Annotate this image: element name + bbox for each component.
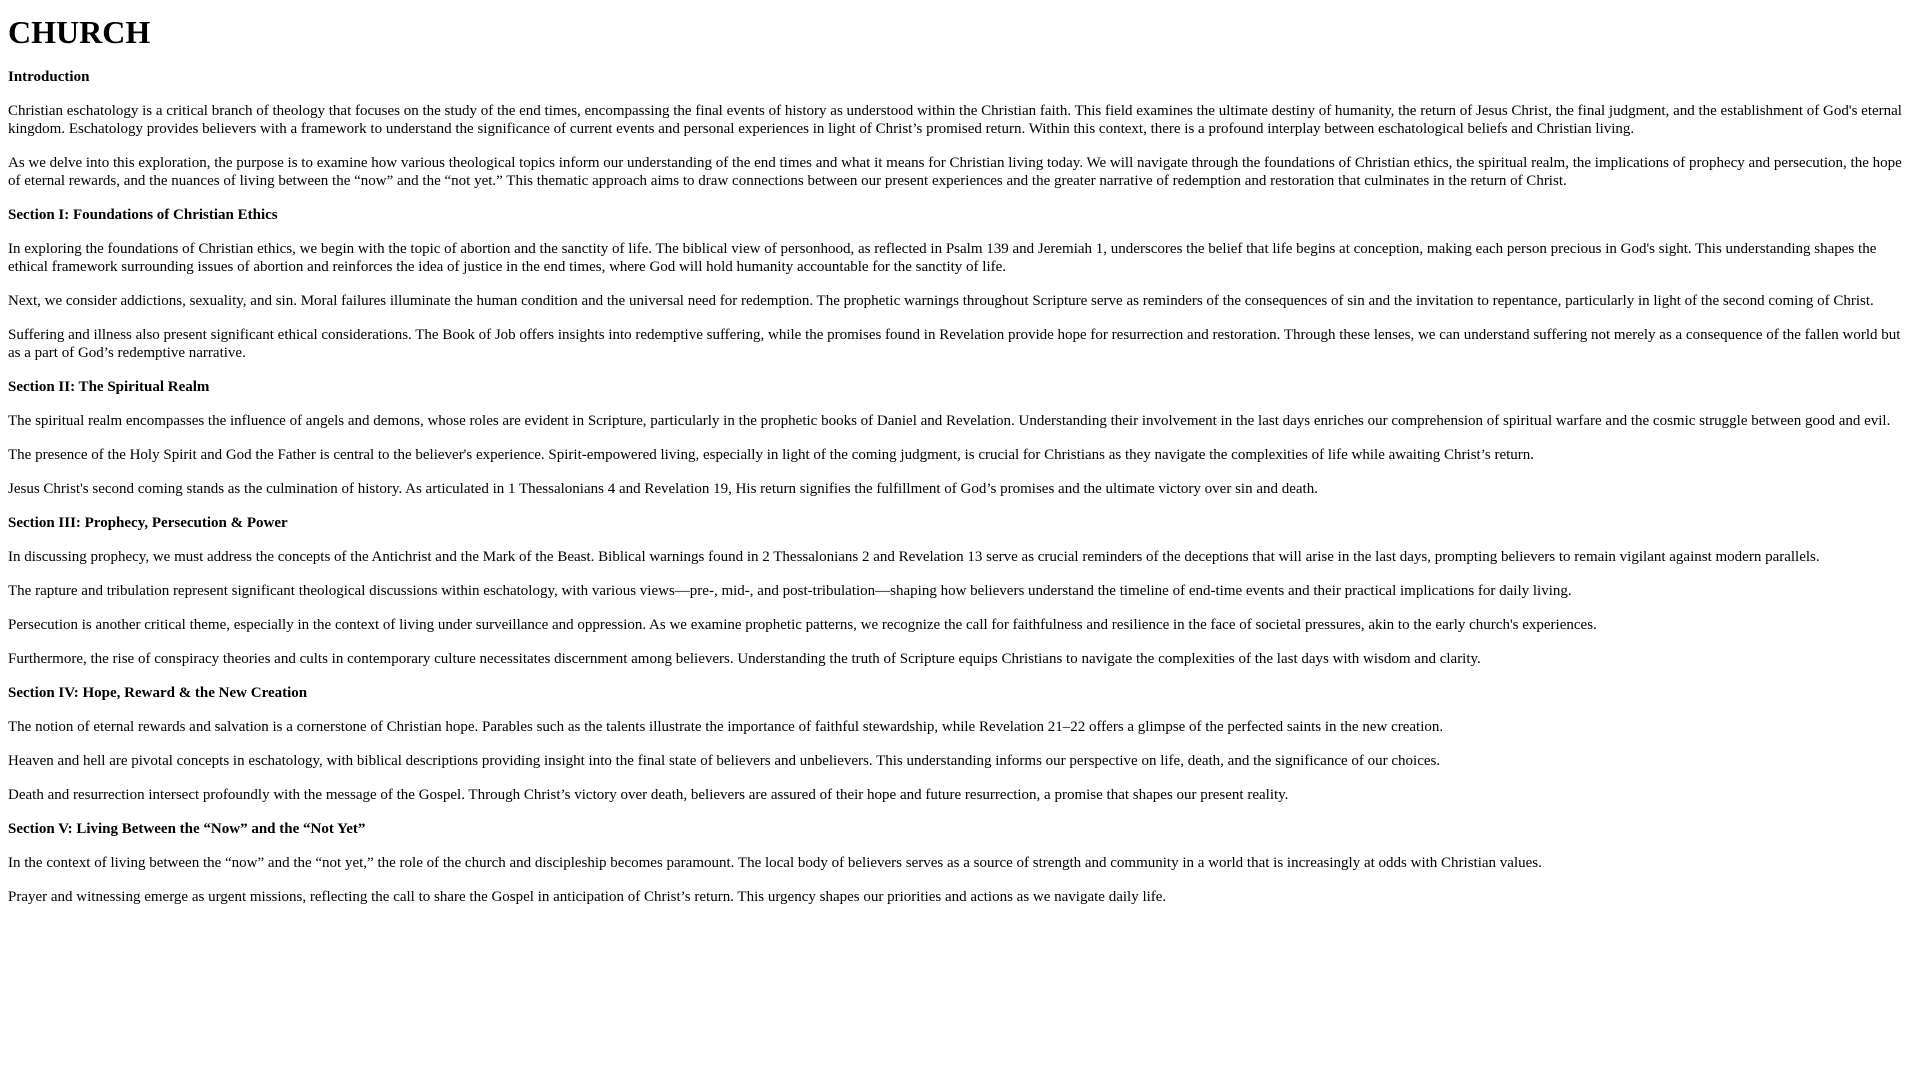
paragraph: In the context of living between the “now” and the “not yet,” the role of the church and discipleship becomes paramount. The local body of believers serves as a source of strength and community in a world that is increasingly at odds with Christian values. xyxy=(8,855,1542,871)
paragraph: Furthermore, the rise of conspiracy theories and cults in contemporary culture necessitates discernment among believers. Understanding the truth of Scripture equips Christians to navigate the complexities of the last days with wisdom and clarity. xyxy=(8,651,1481,667)
paragraph: Heaven and hell are pivotal concepts in eschatology, with biblical descriptions providing insight into the final state of believers and unbelievers. This understanding informs our perspective on life, death, and the significance of our choices. xyxy=(8,753,1441,769)
section-hope-reward-new-creation xyxy=(8,684,1912,804)
paragraph: Next, we consider addictions, sexuality, and sin. Moral failures illuminate the human condition and the universal need for redemption. The prophetic warnings throughout Scripture serve as reminders of the consequences of sin and the invitation to repentance, particularly in light of the second coming of Christ. xyxy=(8,293,1874,309)
page-title: CHURCH xyxy=(8,14,151,50)
section-heading: Section V: Living Between the “Now” and the “Not Yet” xyxy=(8,821,366,837)
paragraph: The presence of the Holy Spirit and God the Father is central to the believer's experience. Spirit-empowered living, especially in light of the coming judgment, is crucial for Christians as they navigate the complexities of life while awaiting Christ’s return. xyxy=(8,447,1535,463)
paragraph: Suffering and illness also present significant ethical considerations. The Book of Job offers insights into redemptive suffering, while the promises found in Revelation provide hope for resurrection and restoration. Through these lenses, we can understand suffering not merely as a consequence of the fallen world but as a part of God’s redemptive narrative. xyxy=(8,327,1901,361)
section-the-spiritual-realm xyxy=(8,378,1912,498)
paragraph: Christian eschatology is a critical branch of theology that focuses on the study of the end times, encompassing the final events of history as understood within the Christian faith. This field examines the ultimate destiny of humanity, the return of Jesus Christ, the final judgment, and the establishment of God's eternal kingdom. Eschatology provides believers with a framework to understand the significance of current events and personal experiences in light of Christ’s promised return. Within this context, there is a profound interplay between eschatological beliefs and Christian living. xyxy=(8,103,1902,137)
section-heading: Section III: Prophecy, Persecution & Power xyxy=(8,515,288,531)
section-living-between-now-and-not-yet xyxy=(8,820,1912,906)
paragraph: As we delve into this exploration, the purpose is to examine how various theological topics inform our understanding of the end times and what it means for Christian living today. We will navigate through the foundations of Christian ethics, the spiritual realm, the implications of prophecy and persecution, the hope of eternal rewards, and the nuances of living between the “now” and the “not yet.” This thematic approach aims to draw connections between our present experiences and the greater narrative of redemption and restoration that culminates in the return of Christ. xyxy=(8,155,1902,189)
section-heading: Section IV: Hope, Reward & the New Creation xyxy=(8,685,308,701)
paragraph: The spiritual realm encompasses the influence of angels and demons, whose roles are evident in Scripture, particularly in the prophetic books of Daniel and Revelation. Understanding their involvement in the last days enriches our comprehension of spiritual warfare and the cosmic struggle between good and evil. xyxy=(8,413,1891,429)
section-introduction xyxy=(8,68,1912,190)
paragraph: In discussing prophecy, we must address the concepts of the Antichrist and the Mark of the Beast. Biblical warnings found in 2 Thessalonians 2 and Revelation 13 serve as crucial reminders of the deceptions that will arise in the last days, prompting believers to remain vigilant against modern parallels. xyxy=(8,549,1820,565)
paragraph: The rapture and tribulation represent significant theological discussions within eschatology, with various views—pre-, mid-, and post-tribulation—shaping how believers understand the timeline of end-time events and their practical implications for daily living. xyxy=(8,583,1572,599)
section-heading: Section II: The Spiritual Realm xyxy=(8,379,210,395)
section-heading: Section I: Foundations of Christian Ethics xyxy=(8,207,278,223)
paragraph: Jesus Christ's second coming stands as the culmination of history. As articulated in 1 Thessalonians 4 and Revelation 19, His return signifies the fulfillment of God’s promises and the ultimate victory over sin and death. xyxy=(8,481,1318,497)
paragraph: The notion of eternal rewards and salvation is a cornerstone of Christian hope. Parables such as the talents illustrate the importance of faithful stewardship, while Revelation 21–22 offers a glimpse of the perfected saints in the new creation. xyxy=(8,719,1444,735)
section-prophecy-persecution-power xyxy=(8,514,1912,668)
paragraph: Persecution is another critical theme, especially in the context of living under surveillance and oppression. As we examine prophetic patterns, we recognize the call for faithfulness and resilience in the face of societal pressures, akin to the early church's experiences. xyxy=(8,617,1597,633)
section-heading: Introduction xyxy=(8,69,90,85)
paragraph: In exploring the foundations of Christian ethics, we begin with the topic of abortion and the sanctity of life. The biblical view of personhood, as reflected in Psalm 139 and Jeremiah 1, underscores the belief that life begins at conception, making each person precious in God's sight. This understanding shapes the ethical framework surrounding issues of abortion and reinforces the idea of justice in the end times, where God will hold humanity accountable for the sanctity of life. xyxy=(8,241,1877,275)
paragraph: Prayer and witnessing emerge as urgent missions, reflecting the call to share the Gospel in anticipation of Christ’s return. This urgency shapes our priorities and actions as we navigate daily life. xyxy=(8,889,1167,905)
paragraph: Death and resurrection intersect profoundly with the message of the Gospel. Through Christ’s victory over death, believers are assured of their hope and future resurrection, a promise that shapes our present reality. xyxy=(8,787,1289,803)
section-foundations-of-christian-ethics xyxy=(8,206,1912,362)
